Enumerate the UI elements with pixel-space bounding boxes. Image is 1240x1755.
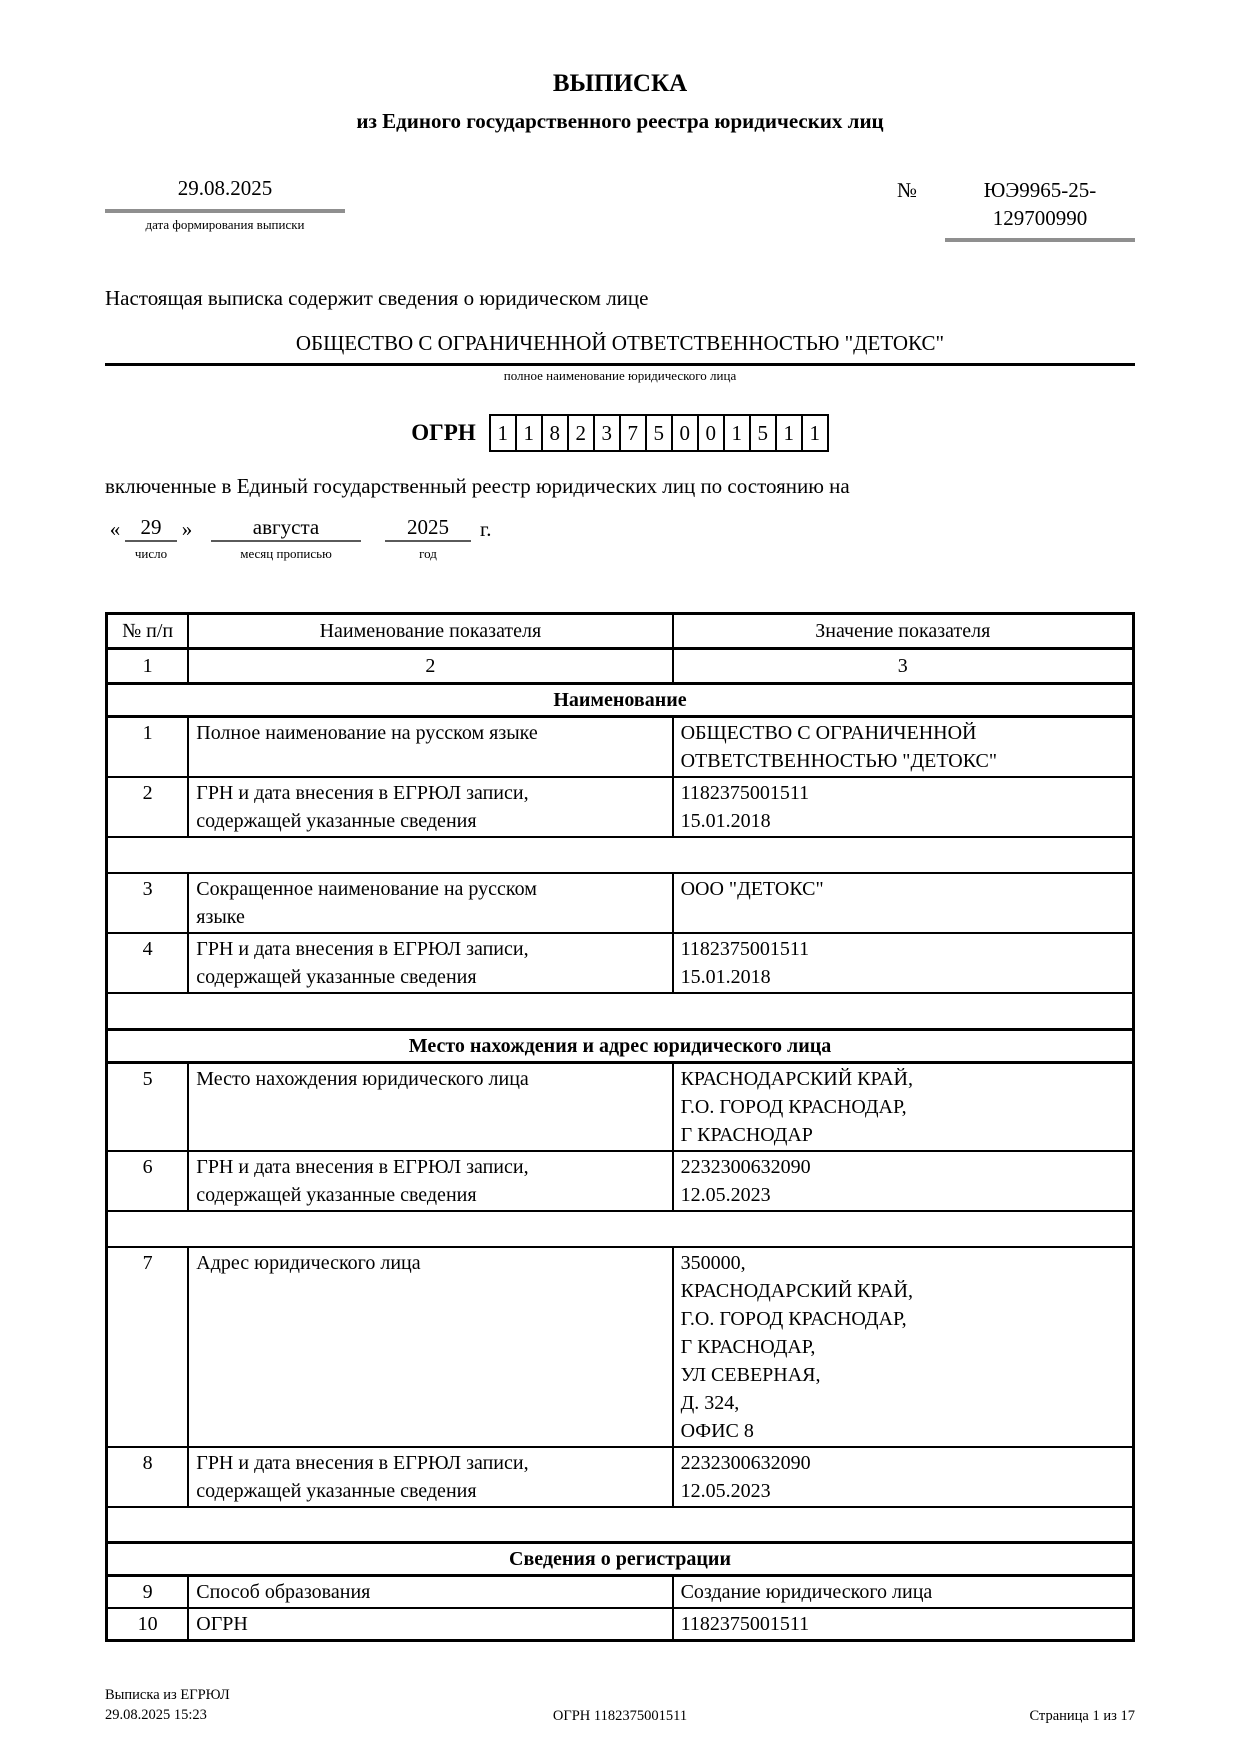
cell-text-line: 1182375001511 bbox=[680, 782, 810, 804]
day-caption: число bbox=[134, 546, 168, 561]
cell-text-line: ОФИС 8 bbox=[680, 1419, 754, 1442]
cell-text-line: КРАСНОДАРСКИЙ КРАЙ, bbox=[680, 1279, 913, 1302]
extract-number bbox=[945, 176, 1135, 242]
cell-text-line: КРАСНОДАРСКИЙ КРАЙ, bbox=[680, 1067, 913, 1090]
ogrn-digit-boxes bbox=[489, 414, 829, 452]
table-section-header: Наименование bbox=[107, 684, 1134, 717]
indicator-name-cell bbox=[188, 777, 672, 837]
ogrn-row bbox=[105, 414, 1135, 452]
year-suffix: г. bbox=[480, 517, 492, 541]
table-spacer-cell bbox=[107, 1211, 1134, 1247]
indicator-value-cell bbox=[673, 1608, 1134, 1641]
cell-text-line: 12.05.2023 bbox=[680, 1479, 771, 1502]
number-sign: № bbox=[896, 178, 917, 202]
document-subtitle: из Единого государственного реестра юридических лиц bbox=[356, 109, 884, 133]
indicator-value-cell bbox=[673, 933, 1134, 993]
indicator-value-cell bbox=[673, 1447, 1134, 1507]
row-number-cell: 10 bbox=[107, 1608, 189, 1641]
header-cell-index: № п/п bbox=[107, 614, 189, 649]
year-caption: год bbox=[419, 546, 437, 561]
cell-text-line: 15.01.2018 bbox=[680, 966, 771, 988]
footer-page-indicator: Страница 1 из 17 bbox=[1029, 1708, 1135, 1724]
cell-text-line: ООО "ДЕТОКС" bbox=[680, 878, 824, 900]
ogrn-label: ОГРН bbox=[411, 420, 476, 445]
table-spacer-row bbox=[107, 993, 1134, 1029]
row-number-cell: 4 bbox=[107, 933, 189, 993]
indicator-name-cell bbox=[188, 933, 672, 993]
cell-text-line: Способ образования bbox=[196, 1581, 371, 1603]
cell-text-line: Создание юридического лица bbox=[680, 1581, 933, 1603]
column-number-3: 3 bbox=[673, 649, 1134, 684]
page-footer bbox=[105, 1685, 1135, 1725]
as-of-year: 2025 bbox=[385, 515, 471, 542]
footer-doc-type: Выписка из ЕГРЮЛ bbox=[105, 1687, 230, 1703]
intro-text: Настоящая выписка содержит сведения о юридическом лице bbox=[105, 286, 649, 310]
open-quote: « bbox=[109, 517, 121, 541]
cell-text-line: УЛ СЕВЕРНАЯ, bbox=[680, 1363, 821, 1386]
indicator-value-cell bbox=[673, 1576, 1134, 1609]
cell-text-line: Д. 324, bbox=[680, 1391, 740, 1414]
row-number-cell: 3 bbox=[107, 873, 189, 933]
cell-text-line: Г.О. ГОРОД КРАСНОДАР, bbox=[680, 1095, 907, 1118]
extract-number-line1: ЮЭ9965-25- bbox=[983, 178, 1097, 202]
cell-text-line: языке bbox=[196, 906, 245, 928]
ogrn-digit-box: 8 bbox=[541, 414, 569, 452]
ogrn-digit-box: 1 bbox=[515, 414, 543, 452]
row-number-cell: 8 bbox=[107, 1447, 189, 1507]
ogrn-digit-box: 1 bbox=[723, 414, 751, 452]
cell-text-line: 1182375001511 bbox=[680, 938, 810, 960]
row-number-cell: 6 bbox=[107, 1151, 189, 1211]
indicator-value-cell bbox=[673, 777, 1134, 837]
indicator-name-cell bbox=[188, 1247, 672, 1447]
cell-text-line: ГРН и дата внесения в ЕГРЮЛ записи, bbox=[196, 1451, 529, 1474]
indicator-value-cell bbox=[673, 717, 1134, 778]
included-line: включенные в Единый государственный реестр юридических лиц по состоянию на bbox=[105, 474, 850, 498]
table-row bbox=[107, 1608, 1134, 1641]
table-section-header: Место нахождения и адрес юридического лица bbox=[107, 1029, 1134, 1062]
table-row bbox=[107, 1247, 1134, 1447]
ogrn-digit-box: 5 bbox=[645, 414, 673, 452]
cell-text-line: ОТВЕТСТВЕННОСТЬЮ "ДЕТОКС" bbox=[680, 750, 998, 772]
registry-table bbox=[105, 612, 1135, 1642]
formation-date: 29.08.2025 bbox=[105, 176, 345, 213]
table-row bbox=[107, 1447, 1134, 1507]
ogrn-digit-box: 0 bbox=[671, 414, 699, 452]
month-caption: месяц прописью bbox=[240, 546, 332, 561]
cell-text-line: ГРН и дата внесения в ЕГРЮЛ записи, bbox=[196, 782, 529, 804]
cell-text-line: ГРН и дата внесения в ЕГРЮЛ записи, bbox=[196, 938, 529, 960]
cell-text-line: содержащей указанные сведения bbox=[196, 966, 477, 988]
as-of-day: 29 bbox=[125, 515, 177, 542]
cell-text-line: содержащей указанные сведения bbox=[196, 1183, 477, 1206]
column-number-row bbox=[107, 649, 1134, 684]
footer-ogrn: ОГРН 1182375001511 bbox=[552, 1708, 688, 1724]
header-cell-value: Значение показателя bbox=[673, 614, 1134, 649]
table-spacer-cell bbox=[107, 1507, 1134, 1543]
cell-text-line: Место нахождения юридического лица bbox=[196, 1067, 529, 1090]
document-title: ВЫПИСКА bbox=[552, 70, 688, 97]
cell-text-line: Г КРАСНОДАР bbox=[680, 1123, 813, 1146]
indicator-value-cell bbox=[673, 1151, 1134, 1211]
cell-text-line: Полное наименование на русском языке bbox=[196, 722, 538, 744]
ogrn-digit-box: 1 bbox=[489, 414, 517, 452]
table-row bbox=[107, 933, 1134, 993]
table-row bbox=[107, 873, 1134, 933]
table-section-row bbox=[107, 684, 1134, 717]
column-number-2: 2 bbox=[188, 649, 672, 684]
cell-text-line: ОБЩЕСТВО С ОГРАНИЧЕННОЙ bbox=[680, 722, 977, 744]
header-cell-name: Наименование показателя bbox=[188, 614, 672, 649]
cell-text-line: 2232300632090 bbox=[680, 1155, 811, 1178]
ogrn-digit-box: 1 bbox=[801, 414, 829, 452]
ogrn-digit-box: 2 bbox=[567, 414, 595, 452]
indicator-name-cell bbox=[188, 1608, 672, 1641]
footer-left bbox=[105, 1685, 455, 1725]
footer-generated-at: 29.08.2025 15:23 bbox=[105, 1707, 207, 1723]
formation-date-caption: дата формирования выписки bbox=[145, 217, 305, 232]
table-header-row bbox=[107, 614, 1134, 649]
indicator-value-cell bbox=[673, 873, 1134, 933]
indicator-name-cell bbox=[188, 1447, 672, 1507]
as-of-date-row bbox=[105, 515, 1135, 542]
cell-text-line: 2232300632090 bbox=[680, 1451, 811, 1474]
table-spacer-row bbox=[107, 1507, 1134, 1543]
table-section-row bbox=[107, 1543, 1134, 1576]
extract-number-line2: 129700990 bbox=[992, 206, 1088, 230]
close-quote: » bbox=[181, 517, 193, 541]
table-spacer-row bbox=[107, 837, 1134, 873]
indicator-name-cell bbox=[188, 1151, 672, 1211]
cell-text-line: Адрес юридического лица bbox=[196, 1251, 421, 1274]
cell-text-line: ОГРН bbox=[196, 1613, 248, 1635]
table-spacer-row bbox=[107, 1211, 1134, 1247]
ogrn-digit-box: 1 bbox=[775, 414, 803, 452]
cell-text-line: содержащей указанные сведения bbox=[196, 810, 477, 832]
table-row bbox=[107, 777, 1134, 837]
indicator-value-cell bbox=[673, 1247, 1134, 1447]
indicator-name-cell bbox=[188, 873, 672, 933]
ogrn-digit-box: 3 bbox=[593, 414, 621, 452]
company-name-caption: полное наименование юридического лица bbox=[503, 368, 737, 383]
table-section-row bbox=[107, 1029, 1134, 1062]
indicator-name-cell bbox=[188, 1576, 672, 1609]
table-section-header: Сведения о регистрации bbox=[107, 1543, 1134, 1576]
formation-date-block bbox=[105, 176, 345, 242]
cell-text-line: 350000, bbox=[680, 1251, 746, 1274]
cell-text-line: Г КРАСНОДАР, bbox=[680, 1335, 816, 1358]
row-number-cell: 2 bbox=[107, 777, 189, 837]
table-row bbox=[107, 1062, 1134, 1151]
table-spacer-cell bbox=[107, 993, 1134, 1029]
cell-text-line: 12.05.2023 bbox=[680, 1183, 771, 1206]
table-row bbox=[107, 717, 1134, 778]
company-name: ОБЩЕСТВО С ОГРАНИЧЕННОЙ ОТВЕТСТВЕННОСТЬЮ "ДЕТОКС" bbox=[105, 331, 1135, 366]
cell-text-line: ГРН и дата внесения в ЕГРЮЛ записи, bbox=[196, 1155, 529, 1178]
cell-text-line: Сокращенное наименование на русском bbox=[196, 878, 537, 900]
indicator-name-cell bbox=[188, 717, 672, 778]
table-row bbox=[107, 1151, 1134, 1211]
meta-row bbox=[105, 176, 1135, 242]
ogrn-digit-box: 7 bbox=[619, 414, 647, 452]
cell-text-line: 15.01.2018 bbox=[680, 810, 771, 832]
cell-text-line: Г.О. ГОРОД КРАСНОДАР, bbox=[680, 1307, 907, 1330]
row-number-cell: 7 bbox=[107, 1247, 189, 1447]
extract-number-block bbox=[897, 176, 1135, 242]
cell-text-line: 1182375001511 bbox=[680, 1613, 810, 1635]
indicator-value-cell bbox=[673, 1062, 1134, 1151]
row-number-cell: 5 bbox=[107, 1062, 189, 1151]
cell-text-line: содержащей указанные сведения bbox=[196, 1479, 477, 1502]
row-number-cell: 9 bbox=[107, 1576, 189, 1609]
as-of-captions bbox=[105, 546, 1135, 562]
row-number-cell: 1 bbox=[107, 717, 189, 778]
table-spacer-cell bbox=[107, 837, 1134, 873]
as-of-month: августа bbox=[211, 515, 361, 542]
ogrn-digit-box: 0 bbox=[697, 414, 725, 452]
column-number-1: 1 bbox=[107, 649, 189, 684]
table-row bbox=[107, 1576, 1134, 1609]
indicator-name-cell bbox=[188, 1062, 672, 1151]
ogrn-digit-box: 5 bbox=[749, 414, 777, 452]
